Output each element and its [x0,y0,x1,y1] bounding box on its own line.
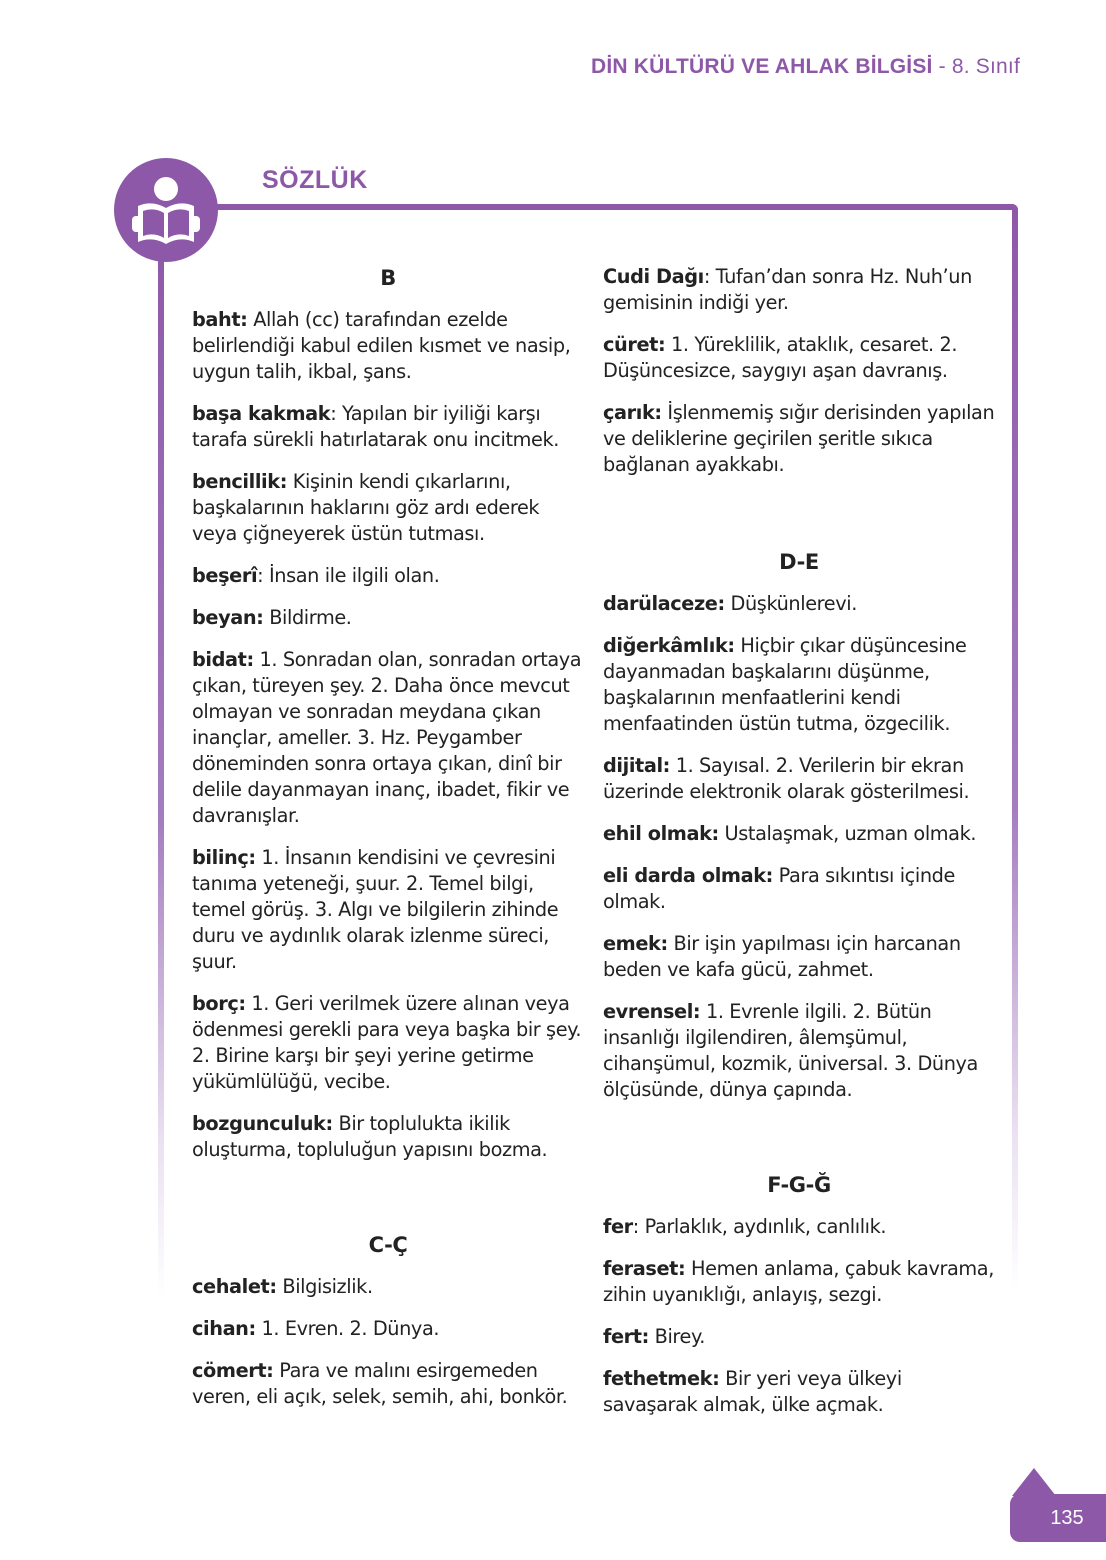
glossary-entry [192,1358,584,1410]
letter-heading: F-G-Ğ [767,1173,831,1197]
entry-term: emek: [603,932,668,955]
entry-term: fethetmek: [603,1367,720,1390]
entry-term: bozgunculuk: [192,1112,333,1135]
glossary-entry [603,863,995,915]
entry-definition: Para ve malını esirgemeden veren, eli açık, selek, semih, ahi, bonkör. [192,1359,568,1408]
entry-definition: : Tufan’dan sonra Hz. Nuh’un gemisinin indiği yer. [603,265,972,314]
section-title: SÖZLÜK [262,166,368,194]
entry-definition: Bilgisizlik. [276,1275,373,1298]
glossary-entry [192,1316,584,1342]
entry-definition: Ustalaşmak, uzman olmak. [718,822,977,845]
entry-term: baht: [192,308,248,331]
glossary-entry [603,931,995,983]
entry-definition: Hiçbir çıkar düşüncesine dayanmadan başkalarını düşünme, başkalarının menfaatlerini kendi menfaatinden üstün tutma, özgecilik. [603,634,967,735]
glossary-entry [192,1274,584,1300]
group-spacer [603,1119,995,1171]
entry-definition: İşlenmemiş sığır derisinden yapılan ve deliklerine geçirilen şeritle sıkıca bağlanan ayakkabı. [603,401,995,476]
book-title-header [591,55,1020,79]
entry-term: cehalet: [192,1275,277,1298]
entry-term: fert: [603,1325,649,1348]
page-number: 135 [1050,1507,1084,1529]
entry-definition: Bir yeri veya ülkeyi savaşarak almak, ülke açmak. [603,1367,902,1416]
entry-term: bilinç: [192,846,256,869]
glossary-entry [603,1256,995,1308]
entry-term: cihan: [192,1317,256,1340]
section-frame-top-border [200,204,1018,210]
entry-definition: 1. Evrenle ilgili. 2. Bütün insanlığı ilgilendiren, âlemşümul, cihanşümul, kozmik, üniversal. 3. Dünya ölçüsünde, dünya çapında. [603,1000,978,1101]
glossary-entry [192,605,584,631]
entry-definition: 1. Sonradan olan, sonradan ortaya çıkan, türeyen şey. 2. Daha önce mevcut olmayan ve sonradan meydana çıkan inançlar, ameller. 3. Hz. Peygamber döneminden sonra ortaya çıkan, dinî bir delile dayanmayan inanç, ibadet, fikir ve davranışlar. [192,648,582,827]
entry-term: başa kakmak [192,402,331,425]
book-title: DİN KÜLTÜRÜ VE AHLAK BİLGİSİ [590,55,933,78]
entry-term: evrensel: [603,1000,701,1023]
entry-definition: 1. Evren. 2. Dünya. [255,1317,440,1340]
glossary-entry [192,307,584,385]
entry-definition: Para sıkıntısı içinde olmak. [603,864,955,913]
entry-definition: 1. Sayısal. 2. Verilerin bir ekran üzerinde elektronik olarak gösterilmesi. [603,754,970,803]
entry-term: dijital: [603,754,670,777]
section-frame-left-border [158,230,164,1300]
glossary-entry [603,1324,995,1350]
entry-definition: : İnsan ile ilgili olan. [257,564,440,587]
entry-definition: Allah (cc) tarafından ezelde belirlendiği kabul edilen kısmet ve nasip, uygun talih, ikbal, şans. [192,308,571,383]
entry-term: Cudi Dağı [603,265,704,288]
reading-book-icon [114,158,218,262]
glossary-entry [192,845,584,975]
glossary-entry [603,1214,995,1240]
glossary-entry [192,1111,584,1163]
entry-term: bencillik: [192,470,288,493]
glossary-entry [192,469,584,547]
entry-term: cüret: [603,333,666,356]
entry-term: diğerkâmlık: [603,634,735,657]
entry-definition: Bildirme. [263,606,352,629]
entry-term: feraset: [603,1257,686,1280]
entry-definition: Birey. [648,1325,705,1348]
glossary-right-column [603,264,995,1434]
letter-heading: B [380,266,396,290]
group-spacer [603,494,995,548]
glossary-entry [603,400,995,478]
entry-definition: 1. Geri verilmek üzere alınan veya ödenmesi gerekli para veya başka bir şey. 2. Birine karşı bir şeyi yerine getirme yükümlülüğü, vecibe. [192,992,582,1093]
entry-term: beşerî [192,564,258,587]
entry-term: borç: [192,992,246,1015]
entry-definition: : Yapılan bir iyiliği karşı tarafa sürekli hatırlatarak onu incitmek. [192,402,559,451]
letter-heading: C-Ç [368,1233,408,1257]
entry-definition: Bir işin yapılması için harcanan beden ve kafa gücü, zahmet. [603,932,961,981]
page-tab-arrow [1012,1468,1056,1496]
glossary-left-column [192,264,584,1426]
glossary-entry [603,264,995,316]
grade-label: - 8. Sınıf [938,55,1020,78]
entry-term: bidat: [192,648,254,671]
glossary-entry [192,401,584,453]
glossary-entry [603,633,995,737]
glossary-entry [603,1366,995,1418]
glossary-entry [603,591,995,617]
entry-term: cömert: [192,1359,274,1382]
entry-definition: : Parlaklık, aydınlık, canlılık. [632,1215,887,1238]
section-frame-right-border [1012,204,1018,1294]
entry-definition: Kişinin kendi çıkarlarını, başkalarının haklarını göz ardı ederek veya çiğneyerek üstün tutması. [192,470,540,545]
entry-definition: Hemen anlama, çabuk kavrama, zihin uyanıklığı, anlayış, sezgi. [603,1257,994,1306]
entry-term: beyan: [192,606,264,629]
entry-definition: Düşkünlerevi. [724,592,857,615]
glossary-entry [603,753,995,805]
entry-term: ehil olmak: [603,822,719,845]
glossary-entry [192,647,584,829]
entry-definition: 1. İnsanın kendisini ve çevresini tanıma yeteneği, şuur. 2. Temel bilgi, temel görüş. 3. Algı ve bilgilerin zihinde duru ve aydınlık olarak izlenme süreci, şuur. [192,846,559,973]
glossary-entry [192,991,584,1095]
entry-term: eli darda olmak: [603,864,773,887]
glossary-entry [603,332,995,384]
glossary-entry [603,999,995,1103]
entry-definition: 1. Yüreklilik, ataklık, cesaret. 2. Düşüncesizce, saygıyı aşan davranış. [603,333,958,382]
glossary-entry [192,563,584,589]
entry-definition: Bir toplulukta ikilik oluşturma, topluluğun yapısını bozma. [192,1112,548,1161]
entry-term: fer [603,1215,633,1238]
entry-term: darülaceze: [603,592,725,615]
group-spacer [192,1179,584,1231]
entry-term: çarık: [603,401,662,424]
glossary-entry [603,821,995,847]
letter-heading: D-E [779,550,819,574]
